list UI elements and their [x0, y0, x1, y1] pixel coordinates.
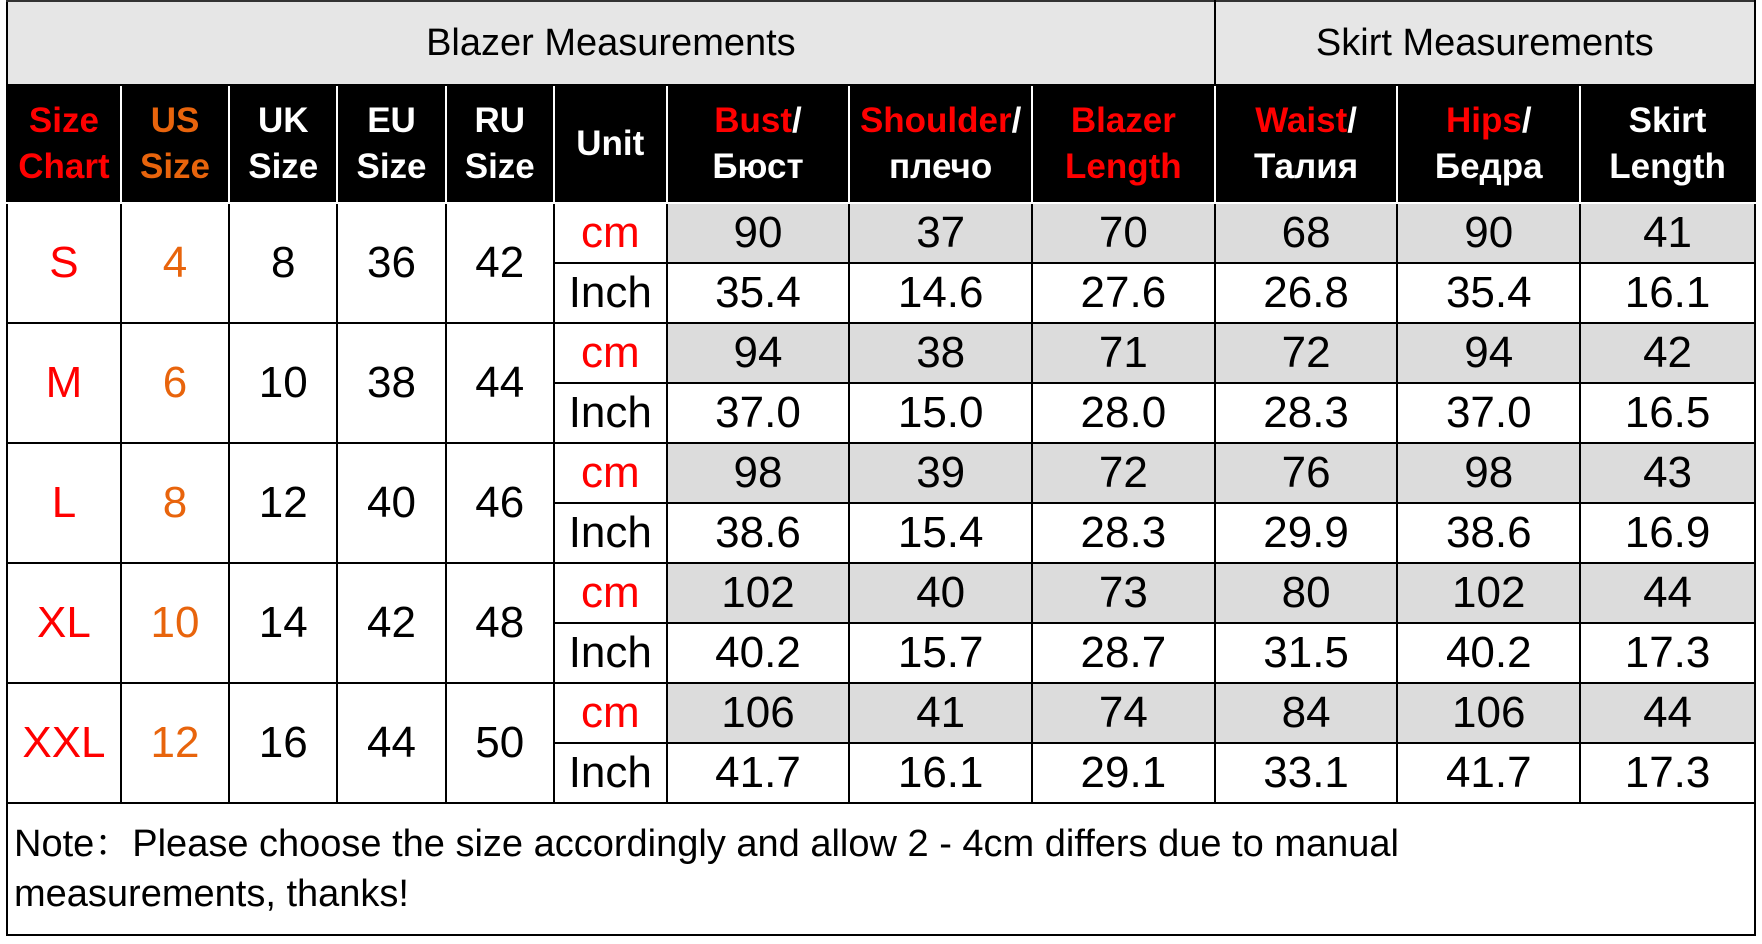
- note-line-2: measurements, thanks!: [14, 873, 409, 915]
- ru-size-cell: 44: [446, 323, 554, 443]
- inch-value-cell: 26.8: [1215, 263, 1398, 323]
- inch-value-cell: 14.6: [849, 263, 1032, 323]
- column-header-line1: [230, 98, 336, 144]
- size-cell: XL: [7, 563, 121, 683]
- uk-size-cell: 8: [229, 203, 337, 323]
- eu-size-cell: 42: [337, 563, 445, 683]
- column-header-subtext: Талия: [1254, 147, 1359, 186]
- cm-value-cell: 41: [849, 683, 1032, 743]
- column-header-subtext: Size: [139, 147, 211, 186]
- column-header-line2: [447, 144, 553, 190]
- cm-value-cell: 94: [1397, 323, 1580, 383]
- ru-size-cell: 42: [446, 203, 554, 323]
- column-header-line1: [850, 98, 1031, 144]
- cm-value-cell: 90: [667, 203, 850, 263]
- cm-value-cell: 106: [1397, 683, 1580, 743]
- inch-value-cell: 15.0: [849, 383, 1032, 443]
- inch-value-cell: 37.0: [1397, 383, 1580, 443]
- inch-value-cell: 16.5: [1580, 383, 1755, 443]
- uk-size-cell: 14: [229, 563, 337, 683]
- unit-cm-cell: cm: [554, 443, 667, 503]
- column-header-line1: [122, 98, 228, 144]
- inch-value-cell: 29.1: [1032, 743, 1215, 803]
- inch-value-cell: 28.3: [1032, 503, 1215, 563]
- inch-value-cell: 27.6: [1032, 263, 1215, 323]
- column-header-skirt-length: [1580, 85, 1755, 203]
- ru-size-cell: 48: [446, 563, 554, 683]
- column-header-line2: [1033, 144, 1214, 190]
- column-header-eu: [337, 85, 445, 203]
- cm-value-cell: 94: [667, 323, 850, 383]
- column-header-line1: [1398, 98, 1579, 144]
- inch-value-cell: 17.3: [1580, 743, 1755, 803]
- column-header-line2: [338, 144, 444, 190]
- table-row-cm: [7, 683, 1755, 743]
- inch-value-cell: 16.1: [849, 743, 1032, 803]
- column-header-red-text: Blazer: [1070, 101, 1176, 140]
- column-header-line1: [338, 98, 444, 144]
- column-header-subtext: Бедра: [1434, 147, 1543, 186]
- eu-size-cell: 40: [337, 443, 445, 563]
- column-header-line2: [122, 144, 228, 190]
- cm-value-cell: 72: [1215, 323, 1398, 383]
- unit-cm-cell: cm: [554, 323, 667, 383]
- column-header-shoulder: [849, 85, 1032, 203]
- column-header-slash: /: [1011, 101, 1022, 140]
- size-chart-body: [7, 1, 1755, 935]
- inch-value-cell: 41.7: [667, 743, 850, 803]
- ru-size-cell: 50: [446, 683, 554, 803]
- unit-cm-cell: cm: [554, 203, 667, 263]
- cm-value-cell: 43: [1580, 443, 1755, 503]
- unit-cm-cell: cm: [554, 563, 667, 623]
- column-header-line1: [1581, 98, 1754, 144]
- eu-size-cell: 36: [337, 203, 445, 323]
- blazer-measurements-heading: Blazer Measurements: [7, 1, 1215, 85]
- column-header-line1: [1033, 98, 1214, 144]
- inch-value-cell: 37.0: [667, 383, 850, 443]
- column-header-subtext: Size: [464, 147, 535, 186]
- note-text: [7, 803, 1755, 935]
- cm-value-cell: 71: [1032, 323, 1215, 383]
- inch-value-cell: 16.1: [1580, 263, 1755, 323]
- column-header-hips: [1397, 85, 1580, 203]
- us-size-cell: 4: [121, 203, 229, 323]
- column-header-subtext: Length: [1609, 147, 1726, 186]
- column-header-line2: [1398, 144, 1579, 190]
- column-header-text: Skirt: [1628, 101, 1707, 140]
- column-header-line2: [1581, 144, 1754, 190]
- cm-value-cell: 102: [1397, 563, 1580, 623]
- column-header-subtext: Size: [248, 147, 319, 186]
- ru-size-cell: 46: [446, 443, 554, 563]
- uk-size-cell: 12: [229, 443, 337, 563]
- column-header-slash: /: [792, 101, 802, 140]
- skirt-measurements-heading: Skirt Measurements: [1215, 1, 1755, 85]
- column-header-line1: [447, 98, 553, 144]
- column-header-row: [7, 85, 1755, 203]
- size-cell: XXL: [7, 683, 121, 803]
- column-header-unit: [554, 85, 667, 203]
- unit-inch-cell: Inch: [554, 623, 667, 683]
- inch-value-cell: 28.7: [1032, 623, 1215, 683]
- column-header-subtext: Size: [356, 147, 427, 186]
- column-header-line1: [1216, 98, 1397, 144]
- column-header-size: [7, 85, 121, 203]
- cm-value-cell: 90: [1397, 203, 1580, 263]
- column-header-ru: [446, 85, 554, 203]
- size-cell: M: [7, 323, 121, 443]
- column-header-text: US: [150, 101, 200, 140]
- inch-value-cell: 31.5: [1215, 623, 1398, 683]
- eu-size-cell: 38: [337, 323, 445, 443]
- inch-value-cell: 40.2: [1397, 623, 1580, 683]
- column-header-line1: [668, 98, 849, 144]
- cm-value-cell: 44: [1580, 683, 1755, 743]
- cm-value-cell: 37: [849, 203, 1032, 263]
- column-header-text: UK: [257, 101, 309, 140]
- column-header-slash: /: [1347, 101, 1357, 140]
- column-header-bust: [667, 85, 850, 203]
- column-header-text: Unit: [576, 124, 645, 163]
- column-header-subtext: Length: [1065, 147, 1182, 186]
- column-header-line2: [1216, 144, 1397, 190]
- table-row-cm: [7, 203, 1755, 263]
- inch-value-cell: 33.1: [1215, 743, 1398, 803]
- us-size-cell: 6: [121, 323, 229, 443]
- column-header-slash: /: [1521, 101, 1532, 140]
- cm-value-cell: 98: [667, 443, 850, 503]
- column-header-text: RU: [474, 101, 526, 140]
- cm-value-cell: 98: [1397, 443, 1580, 503]
- size-cell: S: [7, 203, 121, 323]
- column-header-subtext: Chart: [18, 147, 110, 186]
- uk-size-cell: 16: [229, 683, 337, 803]
- cm-value-cell: 44: [1580, 563, 1755, 623]
- note-row: [7, 803, 1755, 935]
- inch-value-cell: 35.4: [667, 263, 850, 323]
- column-header-text: EU: [367, 101, 416, 140]
- table-row-cm: [7, 443, 1755, 503]
- column-header-blazer-length: [1032, 85, 1215, 203]
- group-header-row: [7, 1, 1755, 85]
- cm-value-cell: 106: [667, 683, 850, 743]
- cm-value-cell: 42: [1580, 323, 1755, 383]
- cm-value-cell: 84: [1215, 683, 1398, 743]
- column-header-red-text: Hips: [1445, 101, 1522, 140]
- unit-cm-cell: cm: [554, 683, 667, 743]
- column-header-subtext: Бюст: [712, 147, 804, 186]
- cm-value-cell: 72: [1032, 443, 1215, 503]
- size-chart: [6, 0, 1756, 936]
- column-header-uk: [229, 85, 337, 203]
- inch-value-cell: 16.9: [1580, 503, 1755, 563]
- column-header-line1: [8, 98, 120, 144]
- inch-value-cell: 29.9: [1215, 503, 1398, 563]
- column-header-red-text: Shoulder: [859, 101, 1012, 140]
- unit-inch-cell: Inch: [554, 503, 667, 563]
- column-header-line2: [230, 144, 336, 190]
- inch-value-cell: 17.3: [1580, 623, 1755, 683]
- cm-value-cell: 68: [1215, 203, 1398, 263]
- cm-value-cell: 40: [849, 563, 1032, 623]
- inch-value-cell: 38.6: [1397, 503, 1580, 563]
- cm-value-cell: 74: [1032, 683, 1215, 743]
- us-size-cell: 10: [121, 563, 229, 683]
- cm-value-cell: 41: [1580, 203, 1755, 263]
- inch-value-cell: 40.2: [667, 623, 850, 683]
- uk-size-cell: 10: [229, 323, 337, 443]
- inch-value-cell: 35.4: [1397, 263, 1580, 323]
- column-header-text: Size: [28, 101, 99, 140]
- inch-value-cell: 15.7: [849, 623, 1032, 683]
- inch-value-cell: 15.4: [849, 503, 1032, 563]
- size-chart-table: [6, 0, 1756, 936]
- cm-value-cell: 70: [1032, 203, 1215, 263]
- us-size-cell: 8: [121, 443, 229, 563]
- column-header-us: [121, 85, 229, 203]
- table-row-cm: [7, 563, 1755, 623]
- us-size-cell: 12: [121, 683, 229, 803]
- column-header-subtext: плечо: [889, 147, 993, 186]
- inch-value-cell: 28.0: [1032, 383, 1215, 443]
- cm-value-cell: 39: [849, 443, 1032, 503]
- inch-value-cell: 28.3: [1215, 383, 1398, 443]
- table-row-cm: [7, 323, 1755, 383]
- column-header-red-text: Bust: [714, 101, 793, 140]
- cm-value-cell: 73: [1032, 563, 1215, 623]
- inch-value-cell: 41.7: [1397, 743, 1580, 803]
- note-line-1: Note：Please choose the size accordingly and allow 2 - 4cm differs due to manual: [14, 823, 1399, 865]
- cm-value-cell: 76: [1215, 443, 1398, 503]
- column-header-line2: [8, 144, 120, 190]
- unit-inch-cell: Inch: [554, 383, 667, 443]
- unit-inch-cell: Inch: [554, 743, 667, 803]
- eu-size-cell: 44: [337, 683, 445, 803]
- inch-value-cell: 38.6: [667, 503, 850, 563]
- column-header-line1: [555, 121, 666, 167]
- column-header-red-text: Waist: [1255, 101, 1348, 140]
- cm-value-cell: 80: [1215, 563, 1398, 623]
- cm-value-cell: 38: [849, 323, 1032, 383]
- column-header-line2: [668, 144, 849, 190]
- size-cell: L: [7, 443, 121, 563]
- cm-value-cell: 102: [667, 563, 850, 623]
- column-header-waist: [1215, 85, 1398, 203]
- unit-inch-cell: Inch: [554, 263, 667, 323]
- column-header-line2: [850, 144, 1031, 190]
